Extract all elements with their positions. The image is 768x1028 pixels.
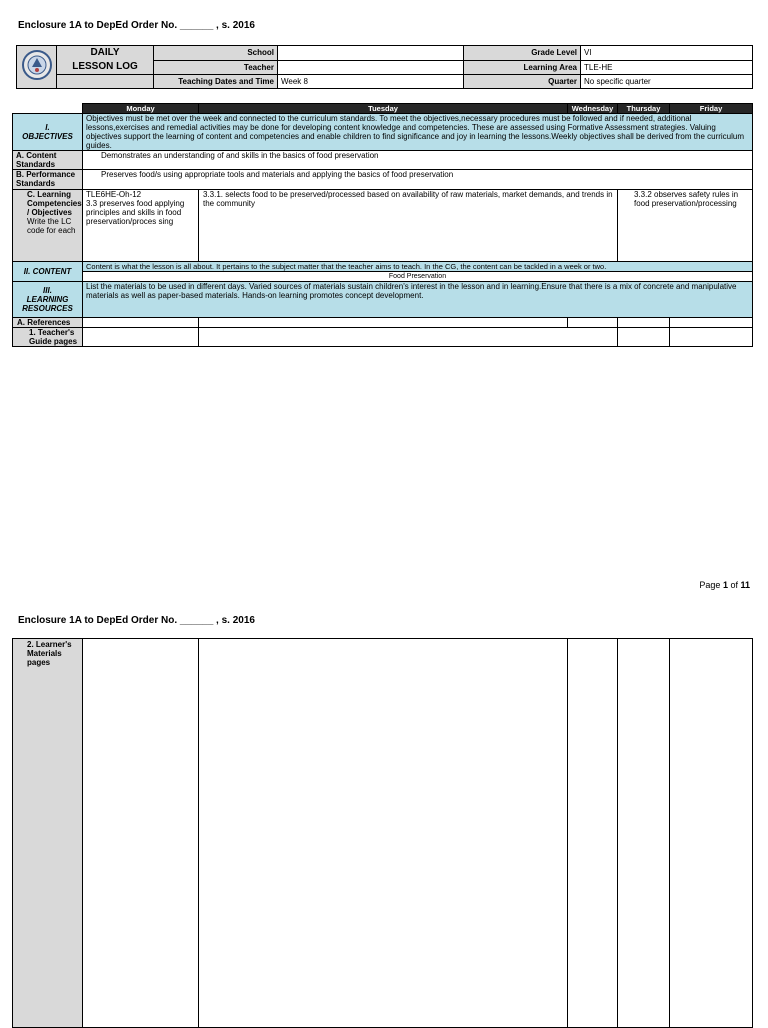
performance-standards-label: B. Performance Standards — [13, 170, 83, 190]
content-standards-label: A. Content Standards — [13, 151, 83, 170]
lesson-table-page2 — [12, 638, 753, 1028]
deped-seal — [17, 46, 57, 89]
competency-tuesday[interactable]: 3.3.1. selects food to be preserved/processed based on availability of raw materials, market demands, and trends in the community — [199, 190, 618, 262]
page-prefix: Page — [699, 580, 723, 590]
corner-cell — [13, 104, 83, 114]
content-standards-text[interactable]: Demonstrates an understanding of and skills in the basics of food preservation — [83, 151, 753, 170]
quarter-label: Quarter — [464, 75, 581, 89]
competency-monday[interactable]: TLE6HE-Oh-12 3.3 preserves food applying principles and skills in food preservation/proces sing — [83, 190, 199, 262]
teaching-dates-label: Teaching Dates and Time — [154, 75, 278, 89]
resources-title: LEARNING RESOURCES — [22, 295, 73, 313]
resources-note: List the materials to be used in different days. Varied sources of materials sustain children's interest in the lesson and in learning.Ensure that there is a mix of concrete and manipulative materials as well as paper-based materials. Hands-on learning promotes concept development. — [83, 282, 753, 318]
lm-friday[interactable] — [670, 639, 753, 1028]
lm-monday[interactable] — [83, 639, 199, 1028]
performance-standards-text[interactable]: Preserves food/s using appropriate tools and materials and applying the basics of food preservation — [83, 170, 753, 190]
dll-title-line2: LESSON LOG — [72, 61, 138, 72]
learning-area-label: Learning Area — [464, 60, 581, 75]
lm-wednesday[interactable] — [568, 639, 618, 1028]
competency-thursday[interactable]: 3.3.2 observes safety rules in food preservation/processing — [618, 190, 753, 262]
day-tuesday: Tuesday — [199, 104, 568, 114]
objectives-num: I. — [45, 123, 50, 132]
page-total: 11 — [740, 580, 750, 590]
lm-thursday[interactable] — [618, 639, 670, 1028]
objectives-label — [13, 114, 83, 151]
resources-label — [13, 282, 83, 318]
resources-num: III. — [43, 286, 52, 295]
header-table — [16, 45, 753, 89]
competencies-title: C. Learning Competencies / Objectives — [27, 190, 82, 217]
references-thursday[interactable] — [618, 318, 670, 328]
teacher-label: Teacher — [154, 60, 278, 75]
enclosure-line-page2: Enclosure 1A to DepEd Order No. ______ , s. 2016 — [18, 615, 255, 626]
page-current: 1 — [722, 580, 728, 590]
competencies-label — [13, 190, 83, 262]
objectives-title: OBJECTIVES — [22, 132, 73, 141]
competencies-note: Write the LC code for each — [27, 217, 76, 235]
tg-friday[interactable] — [670, 328, 753, 347]
tg-thursday[interactable] — [618, 328, 670, 347]
dll-title-line1: DAILY — [90, 47, 120, 58]
references-monday[interactable] — [83, 318, 199, 328]
content-num: II. — [23, 267, 31, 276]
content-note: Content is what the lesson is all about. It pertains to the subject matter that the teacher aims to teach. In the CG, the content can be tackled in a week or two. — [83, 262, 753, 272]
page-number — [699, 580, 750, 590]
references-tuesday[interactable] — [199, 318, 568, 328]
enclosure-line: Enclosure 1A to DepEd Order No. ______ , s. 2016 — [18, 20, 255, 31]
teacher-field[interactable] — [278, 60, 464, 75]
deped-seal-icon — [21, 49, 53, 81]
lm-pages-label: 2. Learner's Materials pages — [13, 639, 83, 1028]
school-label: School — [154, 46, 278, 61]
lesson-table — [12, 103, 753, 347]
title-spacer — [57, 75, 154, 89]
teaching-dates-field[interactable]: Week 8 — [278, 75, 464, 89]
day-friday: Friday — [670, 104, 753, 114]
quarter-field[interactable]: No specific quarter — [581, 75, 753, 89]
school-field[interactable] — [278, 46, 464, 61]
grade-level-field[interactable]: VI — [581, 46, 753, 61]
page-of: of — [727, 580, 741, 590]
lm-tuesday[interactable] — [199, 639, 568, 1028]
tg-pages-label: 1. Teacher's Guide pages — [13, 328, 83, 347]
references-wednesday[interactable] — [568, 318, 618, 328]
content-title: CONTENT — [32, 267, 72, 276]
content-label — [13, 262, 83, 282]
references-label: A. References — [13, 318, 83, 328]
references-friday[interactable] — [670, 318, 753, 328]
day-wednesday: Wednesday — [568, 104, 618, 114]
grade-level-label: Grade Level — [464, 46, 581, 61]
tg-tuesday[interactable] — [199, 328, 618, 347]
day-thursday: Thursday — [618, 104, 670, 114]
tg-monday[interactable] — [83, 328, 199, 347]
content-topic[interactable]: Food Preservation — [83, 272, 753, 282]
learning-area-field[interactable]: TLE-HE — [581, 60, 753, 75]
day-monday: Monday — [83, 104, 199, 114]
objectives-note: Objectives must be met over the week and connected to the curriculum standards. To meet the objectives,necessary procedures must be followed and if needed, additional lessons,exercises and remedial activities may be done for developing content knowledge and competencies. These are assessed using Formative Assessment strategies. Valuing objectives support the learning of content and competencies and enable children to find significance and joy in learning the lessons.Weekly objectives shall be derived from the curriculum guides. — [83, 114, 753, 151]
